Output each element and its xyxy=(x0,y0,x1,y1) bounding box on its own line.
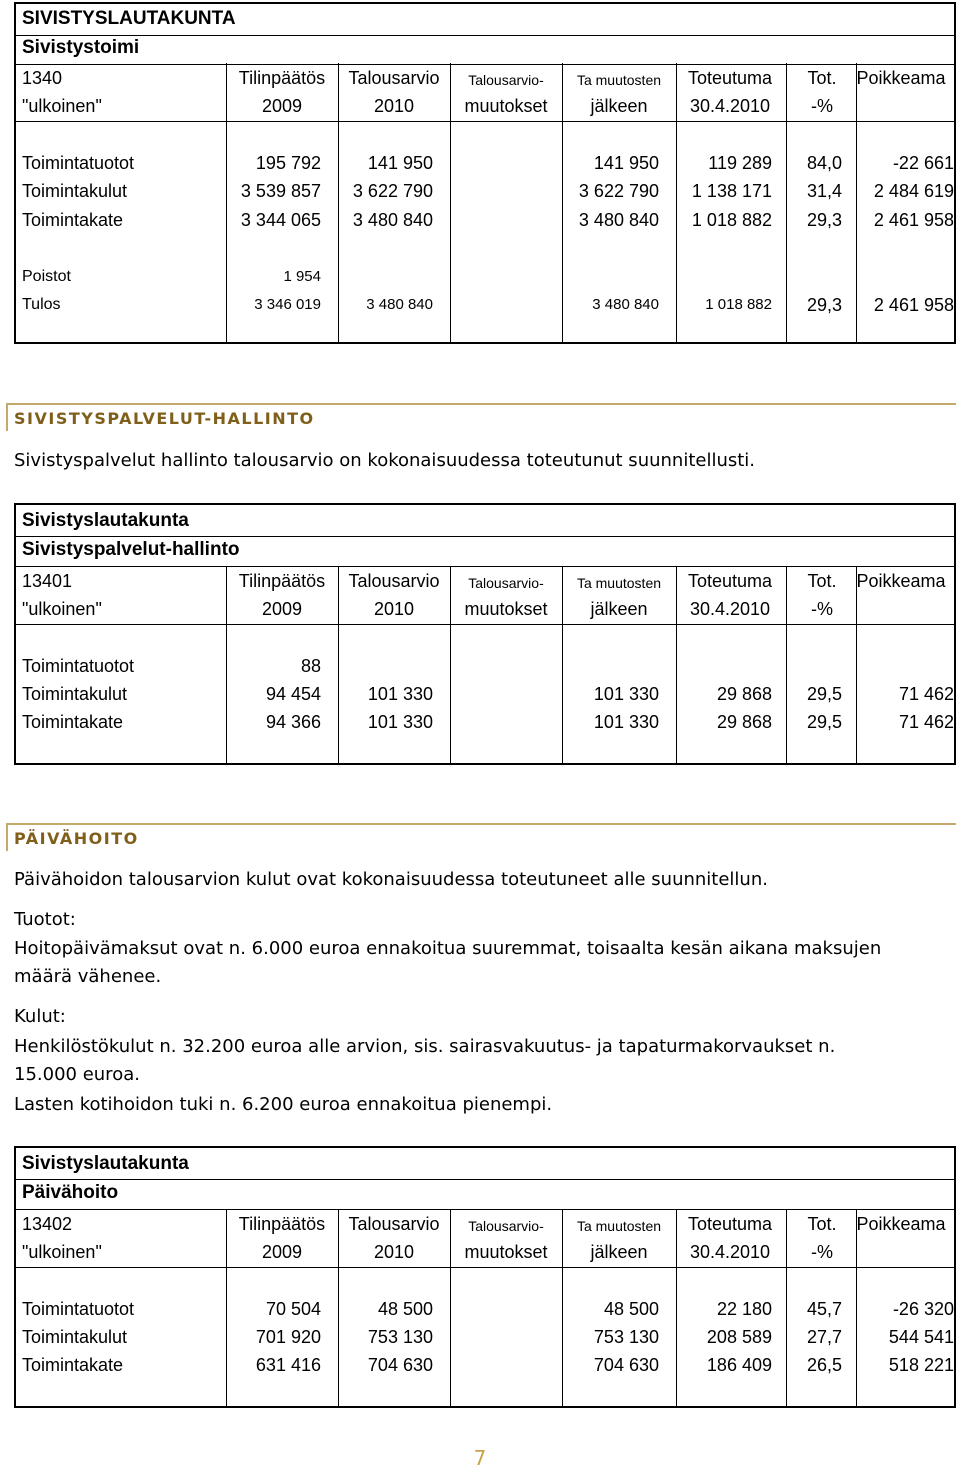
table-cell: 22 180 xyxy=(716,1299,772,1319)
table-title: SIVISTYSLAUTAKUNTA xyxy=(22,8,236,29)
table-cell: 3 480 840 xyxy=(352,210,433,230)
section-heading-text: SIVISTYSPALVELUT-HALLINTO xyxy=(14,409,315,428)
column-header-muutokset-sub: muutokset xyxy=(464,1242,548,1262)
column-header-muutosten: Ta muutosten xyxy=(576,575,662,591)
table-cell: 31,4 xyxy=(806,181,842,201)
table-cell: 2 461 958 xyxy=(873,210,954,230)
row-label: Poistot xyxy=(22,268,71,285)
table-cell: 26,5 xyxy=(806,1355,842,1375)
column-header-poikkeama: Poikkeama xyxy=(856,1214,946,1234)
table-subtitle: Päivähoito xyxy=(22,1182,119,1203)
column-header-muutokset: Talousarvio- xyxy=(468,72,544,88)
table-cell: 48 500 xyxy=(603,1299,659,1319)
table-cell: 29 868 xyxy=(716,712,772,732)
column-header-muutosten-sub: jälkeen xyxy=(590,96,648,116)
row-label: Toimintakate xyxy=(22,210,124,230)
column-header-muutokset-sub: muutokset xyxy=(464,599,548,619)
table-subtitle: Sivistystoimi xyxy=(22,37,140,58)
table-cell: 141 950 xyxy=(367,153,433,173)
table-cell: 2 461 958 xyxy=(873,295,954,315)
row-label: Toimintakate xyxy=(22,1355,124,1375)
table-cell: 101 330 xyxy=(593,684,659,704)
column-header-talousarvio-sub: 2010 xyxy=(373,1242,415,1262)
column-header-tilinpaatos-sub: 2009 xyxy=(261,1242,303,1262)
table-cell: 3 539 857 xyxy=(240,181,321,201)
table-cell: 544 541 xyxy=(888,1327,954,1347)
column-header-tot: Tot. xyxy=(807,68,837,88)
row-label: Toimintatuotot xyxy=(22,1299,135,1319)
table-cell: 1 018 882 xyxy=(691,210,772,230)
table-cell: 71 462 xyxy=(898,684,954,704)
row-label: Tulos xyxy=(22,296,61,313)
table-cell: 101 330 xyxy=(593,712,659,732)
paragraph-line: Kulut: xyxy=(14,1006,66,1027)
column-header-tot-sub: -% xyxy=(811,96,833,116)
table-cell: -22 661 xyxy=(892,153,954,173)
column-header-tot-sub: -% xyxy=(811,1242,833,1262)
table-cell: 29 868 xyxy=(716,684,772,704)
column-header-toteutuma: Toteutuma xyxy=(687,571,773,591)
section-paragraph: Sivistyspalvelut hallinto talousarvio on kokonaisuudessa toteutunut suunnitellusti. xyxy=(14,450,756,471)
table-cell: 70 504 xyxy=(265,1299,321,1319)
page-number: 7 xyxy=(473,1446,487,1470)
table-title: Sivistyslautakunta xyxy=(22,510,189,531)
table-sivistyspalvelut-hallinto xyxy=(14,503,956,765)
table-cell: 141 950 xyxy=(593,153,659,173)
paragraph-line: Hoitopäivämaksut ovat n. 6.000 euroa ennakoitua suuremmat, toisaalta kesän aikana maksujen xyxy=(14,938,882,959)
paragraph-line: määrä vähenee. xyxy=(14,966,162,987)
table-cell: 119 289 xyxy=(708,153,772,173)
table-cell: 29,5 xyxy=(806,684,842,704)
column-header-tot-sub: -% xyxy=(811,599,833,619)
table-subtitle: Sivistyspalvelut-hallinto xyxy=(22,539,240,560)
column-header-muutokset: Talousarvio- xyxy=(468,575,544,591)
table-cell: 3 622 790 xyxy=(578,181,659,201)
table-cell: 631 416 xyxy=(255,1355,321,1375)
table-cell: 704 630 xyxy=(367,1355,433,1375)
column-header-talousarvio: Talousarvio xyxy=(348,68,440,88)
column-header-muutosten: Ta muutosten xyxy=(576,72,662,88)
section-heading-hallinto xyxy=(6,403,956,431)
column-header-talousarvio-sub: 2010 xyxy=(373,599,415,619)
paragraph-line: Henkilöstökulut n. 32.200 euroa alle arvion, sis. sairasvakuutus- ja tapaturmakorvaukset n. xyxy=(14,1036,836,1057)
row-label: Toimintakulut xyxy=(22,1327,128,1347)
table-cell: 71 462 xyxy=(898,712,954,732)
column-header-muutokset: Talousarvio- xyxy=(468,1218,544,1234)
table-cell: 2 484 619 xyxy=(873,181,954,201)
table-cell: 101 330 xyxy=(367,712,433,732)
row-label: Toimintakulut xyxy=(22,181,128,201)
column-header-talousarvio: Talousarvio xyxy=(348,1214,440,1234)
column-header-tilinpaatos: Tilinpäätös xyxy=(238,1214,326,1234)
paragraph-line: 15.000 euroa. xyxy=(14,1064,140,1085)
table-cell: 195 792 xyxy=(255,153,321,173)
column-header-tot: Tot. xyxy=(807,571,837,591)
table-cell: 3 346 019 xyxy=(254,296,321,313)
row-label: Toimintakate xyxy=(22,712,124,732)
section-heading-paivahoito xyxy=(6,823,956,851)
cost-center-code: 1340 xyxy=(22,68,63,88)
table-cell: 3 480 840 xyxy=(592,296,659,313)
table-cell: 45,7 xyxy=(806,1299,842,1319)
column-header-toteutuma-sub: 30.4.2010 xyxy=(689,599,771,619)
table-cell: 3 344 065 xyxy=(240,210,321,230)
table-cell: 1 954 xyxy=(283,268,321,285)
table-cell: 1 138 171 xyxy=(691,181,772,201)
cost-center-type: "ulkoinen" xyxy=(22,1242,102,1262)
table-cell: 94 454 xyxy=(265,684,321,704)
table-cell: 704 630 xyxy=(593,1355,659,1375)
column-header-toteutuma-sub: 30.4.2010 xyxy=(689,1242,771,1262)
column-header-tilinpaatos: Tilinpäätös xyxy=(238,571,326,591)
column-header-muutosten: Ta muutosten xyxy=(576,1218,662,1234)
table-cell: 3 480 840 xyxy=(366,296,433,313)
column-header-tilinpaatos: Tilinpäätös xyxy=(238,68,326,88)
column-header-tilinpaatos-sub: 2009 xyxy=(261,599,303,619)
table-cell: 88 xyxy=(300,656,321,676)
column-header-poikkeama: Poikkeama xyxy=(856,571,946,591)
table-cell: 101 330 xyxy=(367,684,433,704)
table-sivistystoimi xyxy=(14,2,956,344)
column-header-talousarvio-sub: 2010 xyxy=(373,96,415,116)
row-label: Toimintatuotot xyxy=(22,656,135,676)
row-label: Toimintatuotot xyxy=(22,153,135,173)
column-header-toteutuma: Toteutuma xyxy=(687,68,773,88)
table-cell: 186 409 xyxy=(706,1355,772,1375)
section-heading-text: PÄIVÄHOITO xyxy=(14,829,139,848)
table-cell: 29,3 xyxy=(806,210,842,230)
cost-center-type: "ulkoinen" xyxy=(22,96,102,116)
table-cell: 701 920 xyxy=(255,1327,321,1347)
row-label: Toimintakulut xyxy=(22,684,128,704)
table-cell: 1 018 882 xyxy=(705,296,772,313)
table-cell: 753 130 xyxy=(593,1327,659,1347)
cost-center-code: 13401 xyxy=(22,571,73,591)
paragraph-line: Lasten kotihoidon tuki n. 6.200 euroa ennakoitua pienempi. xyxy=(14,1094,553,1115)
column-header-tot: Tot. xyxy=(807,1214,837,1234)
table-cell: 753 130 xyxy=(367,1327,433,1347)
table-cell: 29,3 xyxy=(806,295,842,315)
column-header-muutokset-sub: muutokset xyxy=(464,96,548,116)
table-title: Sivistyslautakunta xyxy=(22,1153,189,1174)
column-header-poikkeama: Poikkeama xyxy=(856,68,946,88)
column-header-talousarvio: Talousarvio xyxy=(348,571,440,591)
column-header-muutosten-sub: jälkeen xyxy=(590,599,648,619)
table-paivahoito xyxy=(14,1146,956,1408)
column-header-toteutuma: Toteutuma xyxy=(687,1214,773,1234)
table-cell: 84,0 xyxy=(806,153,842,173)
table-cell: 208 589 xyxy=(706,1327,772,1347)
cost-center-type: "ulkoinen" xyxy=(22,599,102,619)
table-cell: 518 221 xyxy=(888,1355,954,1375)
table-cell: 29,5 xyxy=(806,712,842,732)
table-cell: 94 366 xyxy=(265,712,321,732)
cost-center-code: 13402 xyxy=(22,1214,73,1234)
table-cell: 48 500 xyxy=(377,1299,433,1319)
table-cell: 3 480 840 xyxy=(578,210,659,230)
column-header-toteutuma-sub: 30.4.2010 xyxy=(689,96,771,116)
column-header-tilinpaatos-sub: 2009 xyxy=(261,96,303,116)
table-cell: 27,7 xyxy=(806,1327,842,1347)
paragraph-line: Päivähoidon talousarvion kulut ovat kokonaisuudessa toteutuneet alle suunnitellun. xyxy=(14,869,768,890)
paragraph-line: Tuotot: xyxy=(14,909,76,930)
table-cell: -26 320 xyxy=(892,1299,954,1319)
table-cell: 3 622 790 xyxy=(352,181,433,201)
column-header-muutosten-sub: jälkeen xyxy=(590,1242,648,1262)
